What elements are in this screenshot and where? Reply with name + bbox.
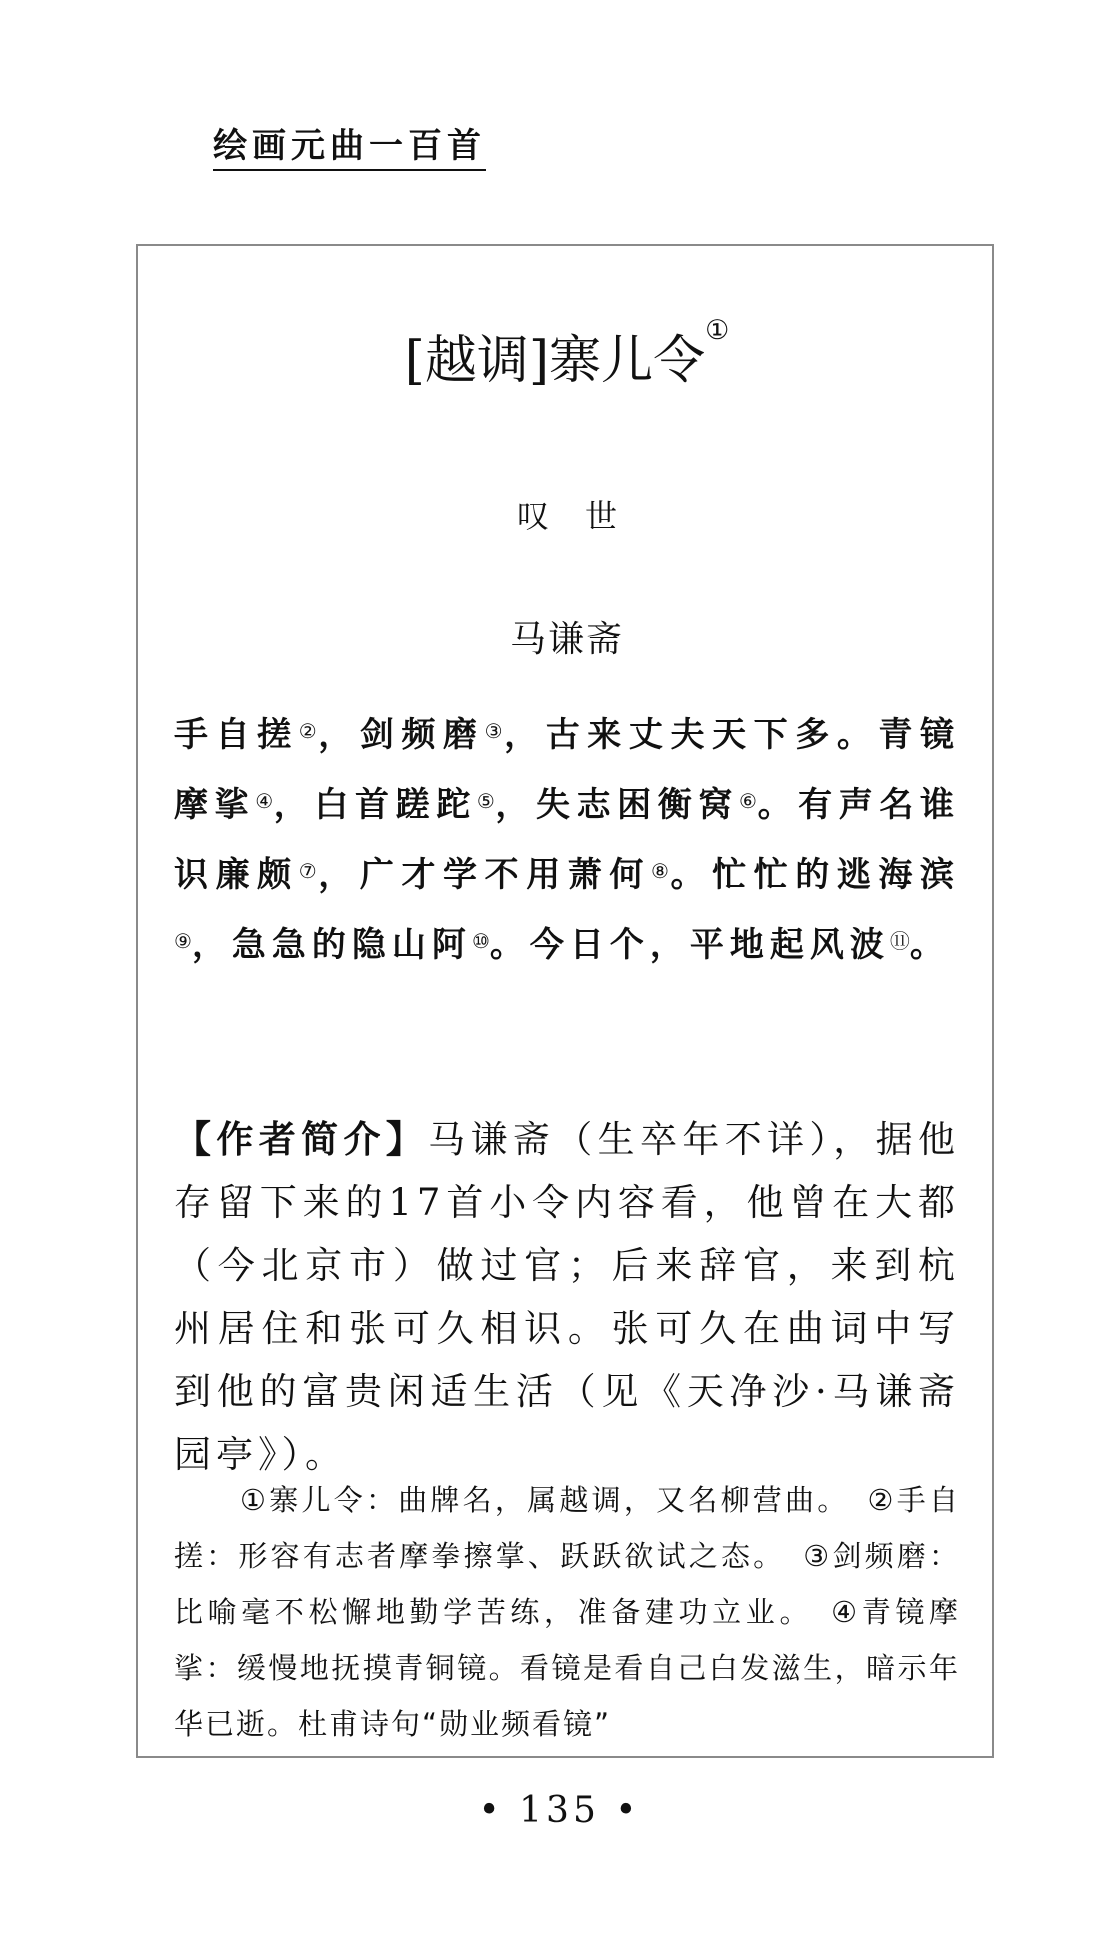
poem-segment: ，急急的隐山阿 [191,925,472,965]
poem-note-mark: ③ [484,719,505,743]
poem-text [174,700,960,980]
footnotes [174,1472,960,1752]
poem-segment: ，古来丈夫天下多。青镜摩挲 [174,715,960,825]
poem-note-mark: ⑨ [174,929,192,953]
poem-subtitle: 叹世 [516,497,653,535]
footnote-item: ①寨儿令：曲牌名，属越调，又名柳营曲。 [240,1483,850,1517]
poem-note-mark: ⑧ [650,859,671,883]
title-note-mark: ① [705,315,730,347]
poem-segment: 手自搓 [174,715,299,755]
poem-segment: ，广才学不用萧何 [318,855,651,895]
poem-segment: ，失志困衡窝 [495,785,740,825]
poem-note-mark: ④ [255,789,274,813]
bio-text: 马谦斋（生卒年不详），据他存留下来的17首小令内容看，他曾在大都（今北京市）做过官；后来辞官，来到杭州居住和张可久相识。张可久在曲词中写到他的富贵闲适生活（见《天净沙·马谦斋园亭》）。 [174,1118,961,1476]
poem-note-mark: ⑦ [298,859,319,883]
poem-title-text: [越调]寨儿令 [404,331,706,391]
poem-segment: 。今日个，平地起风波 [489,925,890,965]
footnote-item: ②手自搓：形容有志者摩拳擦掌、跃跃欲试之态。 [174,1483,961,1573]
author-bio [174,1108,960,1486]
poem-note-mark: ⑩ [471,929,490,953]
poem-note-mark: ⑥ [739,789,758,813]
footnote-item: ③剑频磨：比喻毫不松懈地勤学苦练，准备建功立业。 [174,1539,960,1629]
poem-author: 马谦斋 [509,619,624,660]
poem-segment: ，剑频磨 [318,715,485,755]
poem-note-mark: ② [298,719,319,743]
poem-segment: 。 [909,925,950,965]
running-header: 绘画元曲一百首 [213,118,486,171]
page-number: • 135 • [478,1790,641,1831]
poem-segment: 。忙忙的逃海滨 [670,855,960,895]
poem-title [174,315,960,393]
poem-segment: ，白首蹉跎 [273,785,477,825]
footnote-item: ④青镜摩挲：缓慢地抚摸青铜镜。看镜是看自己白发滋生，暗示年华已逝。杜甫诗句“勋业频看镜” [174,1595,960,1741]
poem-segment: 。有声名谁识廉颇 [174,785,960,895]
content-frame [136,244,994,1758]
poem-note-mark: ⑤ [476,789,496,813]
poem-note-mark: ⑪ [889,929,910,953]
bio-label: 【作者简介】 [174,1117,429,1161]
